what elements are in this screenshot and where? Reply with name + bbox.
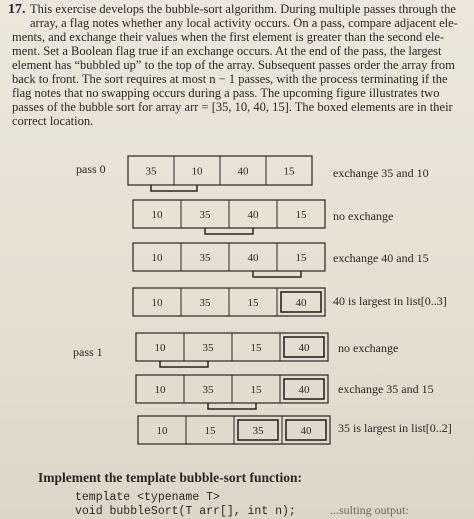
array-row [133, 200, 325, 234]
array-cell [220, 156, 266, 185]
array-row [138, 416, 330, 444]
array-cell [181, 288, 229, 316]
array-cell [133, 200, 181, 228]
array-cell [280, 333, 328, 361]
array-cell [133, 288, 181, 316]
array-cell-value: 10 [154, 342, 166, 354]
row-note-6: exchange 35 and 15 [338, 382, 434, 396]
array-cell-value: 40 [298, 384, 310, 396]
array-cell-value: 10 [151, 252, 163, 264]
array-cell [234, 416, 282, 444]
array-cell-value: 10 [154, 384, 166, 396]
array-cell [232, 375, 280, 403]
array-cell [282, 416, 330, 444]
comparison-bracket [160, 361, 208, 367]
array-cell-value: 35 [199, 209, 211, 221]
array-row [133, 288, 325, 316]
array-cell-value: 35 [202, 342, 214, 354]
cut-off-text: ...sulting output: [330, 503, 409, 517]
code-line-1: template <typename T> [75, 491, 220, 504]
array-cell-value: 40 [298, 342, 310, 354]
array-cell-value: 15 [295, 209, 307, 221]
problem-line-2: array, a flag notes whether any local activity occurs. On a pass, compare adjacent ele- [30, 16, 458, 30]
array-cell [229, 243, 277, 271]
array-cell [181, 200, 229, 228]
array-cell [232, 333, 280, 361]
array-row [136, 375, 328, 409]
problem-number: 17. [8, 2, 26, 17]
code-line-2: void bubbleSort(T arr[], int n); [75, 505, 296, 518]
array-cell [184, 375, 232, 403]
implementation-heading: Implement the template bubble-sort function: [38, 470, 302, 485]
array-cell-value: 40 [247, 209, 259, 221]
array-row [133, 243, 325, 277]
problem-line-3: ments, and exchange their values when the first element is greater than the second ele- [12, 30, 445, 44]
problem-line-6: back to front. The sort requires at most n − 1 passes, with the process terminating if the [12, 72, 448, 86]
array-cell-value: 10 [151, 297, 163, 309]
array-cell-value: 35 [252, 425, 264, 437]
array-cell-value: 35 [145, 165, 157, 178]
array-cell-value: 40 [237, 165, 249, 178]
array-cell [184, 333, 232, 361]
array-cell [138, 416, 186, 444]
array-cell [277, 200, 325, 228]
row-note-1: exchange 35 and 10 [333, 166, 429, 180]
pass-1-label: pass 1 [73, 345, 103, 359]
array-cell [174, 156, 220, 185]
array-cell-value: 40 [300, 425, 312, 437]
row-note-2: no exchange [333, 209, 394, 223]
array-cell [277, 243, 325, 271]
array-cell-value: 15 [204, 425, 216, 437]
array-cell [266, 156, 312, 185]
array-cell-value: 10 [191, 165, 203, 178]
problem-line-9: correct location. [12, 114, 94, 128]
comparison-bracket [205, 228, 253, 234]
array-rows-layer [128, 156, 330, 444]
array-cell-value: 10 [151, 209, 163, 221]
array-cell-value: 15 [295, 252, 307, 264]
array-cell [229, 288, 277, 316]
problem-line-8: passes of the bubble sort for array arr = [35, 10, 40, 15]. The boxed elements are in their [12, 100, 453, 114]
comparison-bracket [208, 403, 256, 409]
array-cell-value: 10 [156, 425, 168, 437]
array-row [128, 156, 312, 191]
array-cell-value: 15 [250, 342, 262, 354]
array-cell [128, 156, 174, 185]
array-cell-value: 35 [202, 384, 214, 396]
problem-line-7: flag notes that no swapping occurs during a pass. The upcoming figure illustrates two [12, 86, 440, 100]
comparison-bracket [151, 185, 197, 191]
array-cell-value: 35 [199, 297, 211, 309]
array-cell [277, 288, 325, 316]
array-cell-value: 15 [283, 165, 295, 178]
array-cell [181, 243, 229, 271]
array-cell [229, 200, 277, 228]
pass-0-label: pass 0 [76, 162, 106, 176]
row-note-4: 40 is largest in list[0..3] [333, 294, 447, 308]
row-note-5: no exchange [338, 341, 399, 355]
comparison-bracket [253, 271, 301, 277]
array-cell [133, 243, 181, 271]
problem-line-1: This exercise develops the bubble-sort algorithm. During multiple passes through the [30, 2, 456, 16]
array-cell-value: 35 [199, 252, 211, 264]
row-note-7: 35 is largest in list[0..2] [338, 421, 452, 435]
problem-line-4: ment. Set a Boolean flag true if an exchange occurs. At the end of the pass, the largest [12, 44, 442, 58]
array-cell [136, 375, 184, 403]
array-cell [186, 416, 234, 444]
row-note-3: exchange 40 and 15 [333, 251, 429, 265]
array-cell-value: 15 [247, 297, 259, 309]
array-row [136, 333, 328, 367]
array-cell-value: 15 [250, 384, 262, 396]
array-cell-value: 40 [295, 297, 307, 309]
problem-line-5: element has “bubbled up” to the top of the array. Subsequent passes order the array from [12, 58, 455, 72]
array-cell [280, 375, 328, 403]
array-cell [136, 333, 184, 361]
array-cell-value: 40 [247, 252, 259, 264]
